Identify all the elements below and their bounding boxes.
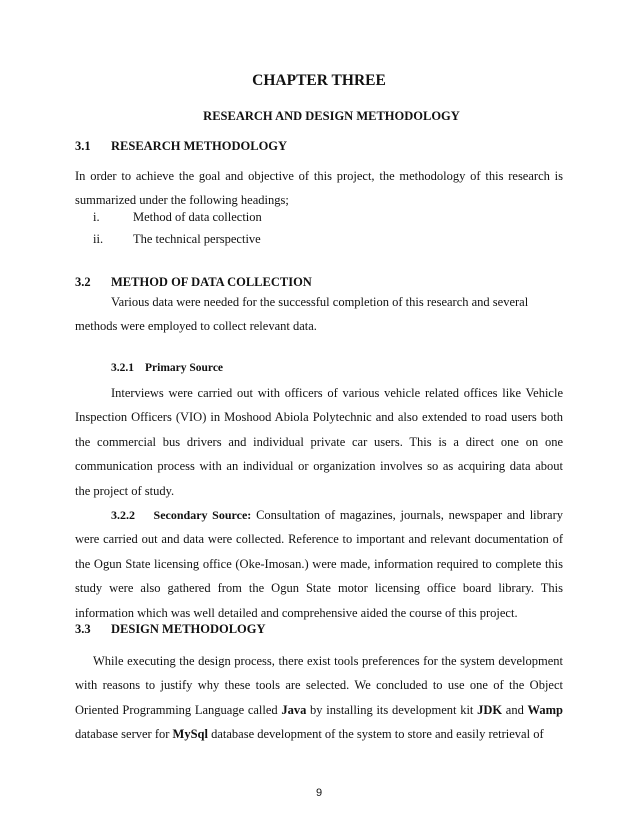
section-3-2-para-line1: Various data were needed for the successful completion of this research and several	[111, 295, 529, 309]
text-run: database development of the system to store and easily retrieval of	[207, 727, 544, 742]
section-3-3-para	[75, 649, 563, 747]
chapter-subtitle: RESEARCH AND DESIGN METHODOLOGY	[203, 109, 460, 123]
section-number: 3.2.2	[111, 508, 135, 522]
list-item	[93, 232, 261, 247]
text-run: database server for	[75, 727, 173, 742]
page-number: 9	[315, 787, 323, 799]
text-run: and	[502, 702, 528, 717]
section-3-2-heading	[75, 275, 312, 290]
section-3-2-2-text: Consultation of magazines, journals, newspaper and library were carried out and data were collected. Reference to important and relevant documentation of the Ogun State licensing office (Oke-Imosan.) were made, information required to complete this study were also gathered from the Ogun State motor licensing office board library. This information which was well detailed and comprehensive aided the course of this project.	[75, 508, 564, 620]
section-3-2-1-heading	[111, 362, 223, 374]
section-number: 3.2.1	[111, 362, 134, 374]
bold-term-wamp: Wamp	[527, 702, 563, 717]
list-item	[93, 210, 262, 225]
section-3-2-1-para: Interviews were carried out with officers of various vehicle related offices like Vehicle Inspection Officers (VIO) in Moshood Abiola Polytechnic and also extended to road users both the commercial bus drivers and individual private car users. This is a direct one on one communication process with an individual or organization involves so as acquiring data about the project of study.	[75, 386, 563, 498]
section-title: RESEARCH METHODOLOGY	[111, 139, 288, 153]
bold-term-java: Java	[281, 702, 307, 717]
section-title: Secondary Source:	[153, 508, 252, 522]
bold-term-mysql: MySql	[172, 727, 208, 742]
section-3-2-para-line2: methods were employed to collect relevant data.	[75, 319, 317, 333]
section-3-1-heading	[75, 139, 287, 154]
chapter-title: CHAPTER THREE	[252, 72, 386, 89]
section-title: Primary Source	[145, 362, 224, 374]
section-number: 3.1	[75, 139, 91, 153]
text-run: by installing its development kit	[306, 702, 478, 717]
section-title: DESIGN METHODOLOGY	[111, 622, 266, 636]
section-3-2-2-para	[75, 503, 563, 625]
bold-term-jdk: JDK	[477, 702, 503, 717]
section-title: METHOD OF DATA COLLECTION	[111, 275, 312, 289]
list-text: The technical perspective	[133, 232, 261, 246]
section-number: 3.2	[75, 275, 91, 289]
section-number: 3.3	[75, 622, 91, 636]
list-text: Method of data collection	[133, 210, 262, 224]
section-3-2-2-heading	[111, 508, 251, 522]
section-3-1-intro: In order to achieve the goal and objective of this project, the methodology of this research is summarized under the following headings;	[75, 169, 563, 208]
list-marker: i.	[93, 210, 100, 224]
list-marker: ii.	[93, 232, 104, 246]
text-run: While executing the design process, there exist tools preferences for the system development with reasons to justify why these tools are selected. We concluded to use one of the Object Oriented Programming Language called	[75, 654, 563, 717]
section-3-3-heading	[75, 622, 266, 637]
